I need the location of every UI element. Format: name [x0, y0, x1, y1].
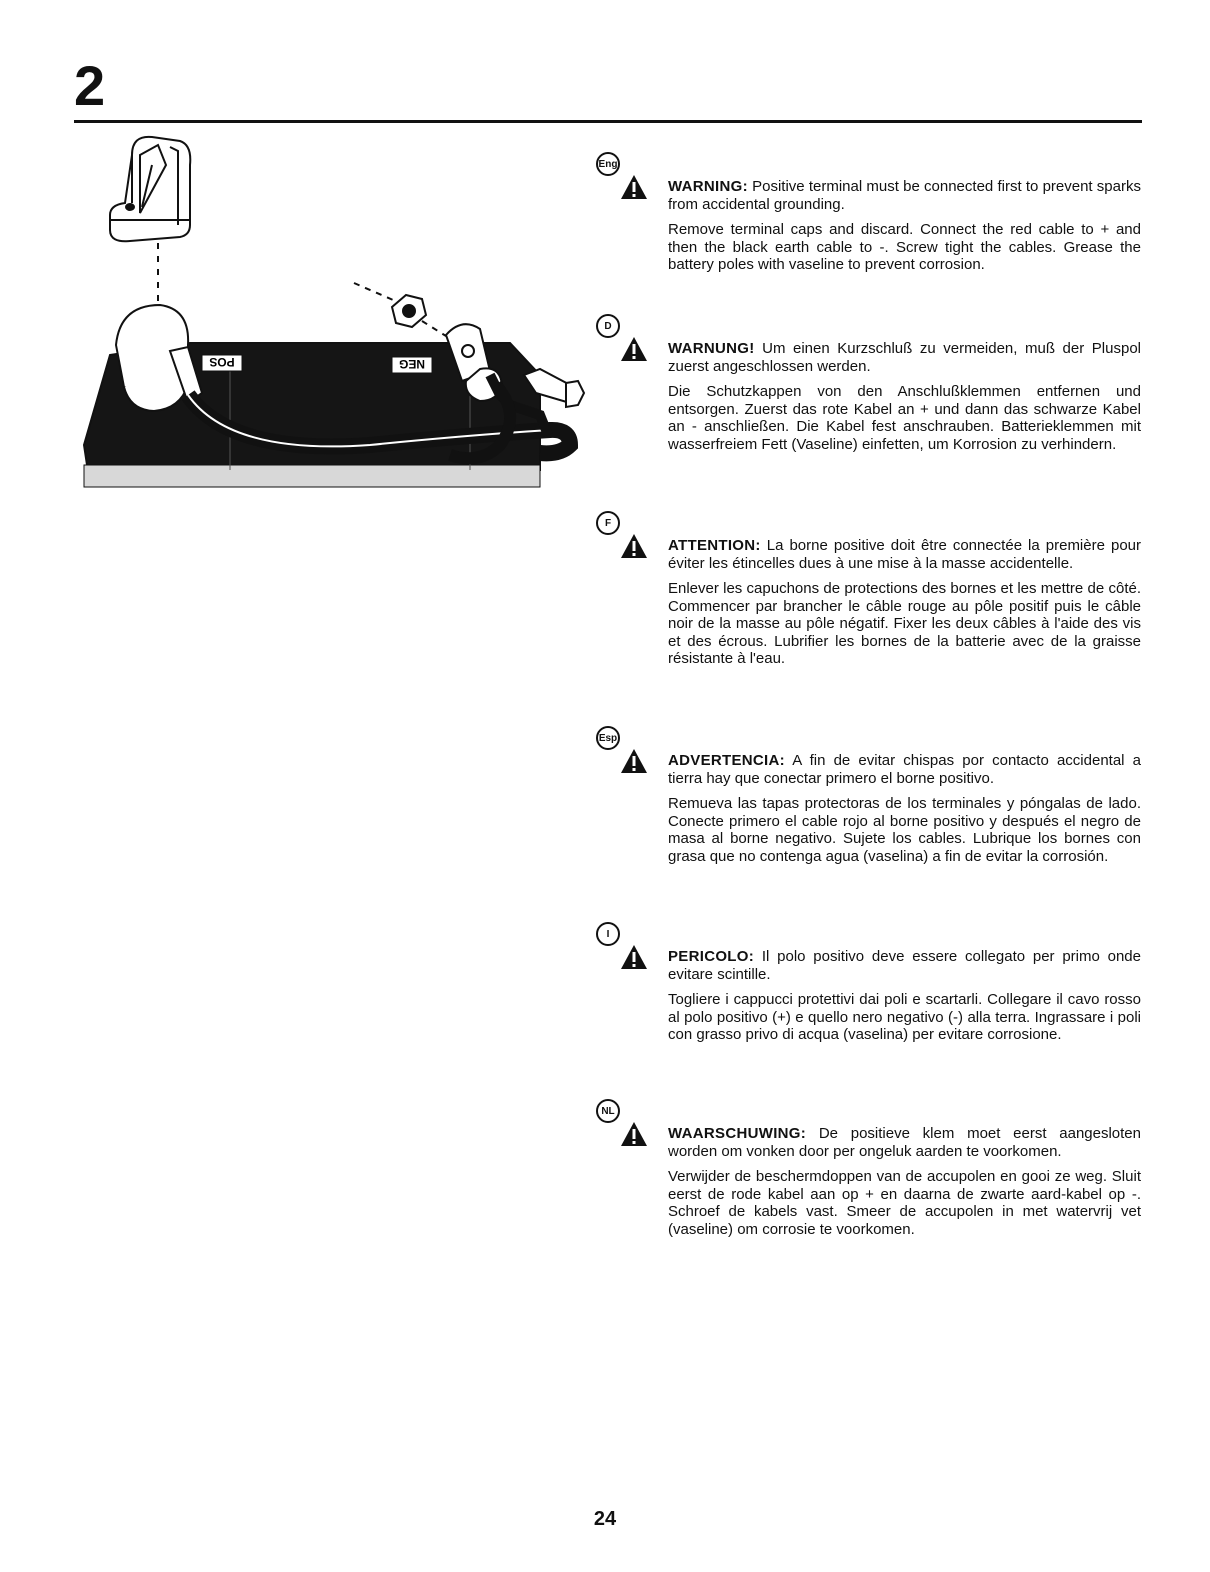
warning-label: ATTENTION:: [668, 537, 761, 554]
lang-section-f: [596, 511, 1141, 668]
battery-drawing: [70, 125, 610, 505]
page-number: 24: [593, 1508, 617, 1530]
warning-icon: [620, 336, 648, 362]
battery-illustration: [70, 125, 610, 505]
lang-section-esp: [596, 726, 1141, 865]
lang-badge: F: [596, 511, 620, 535]
warning-text: Positive terminal must be connected first to prevent sparks from accidental grounding.: [668, 178, 1141, 213]
warning-text: De positieve klem moet eerst aangesloten worden om vonken door per ongeluk aarden te voorkomen.: [668, 1125, 1141, 1160]
warning-text: Il polo positivo deve essere collegato per primo onde evitare scintille.: [668, 948, 1141, 983]
warning-label: PERICOLO:: [668, 948, 755, 965]
lang-section-nl: [596, 1099, 1141, 1238]
instruction-text: Die Schutzkappen von den Anschlußklemmen entfernen und entsorgen. Zuerst das rote Kabel an + und dann das schwarze Kabel an - anschließen. Die Kabel fest anschrauben. Batterieklemmen mit wasserfreiem Fett (Vaseline) einfetten, um Korrosion zu verhindern.: [668, 383, 1141, 453]
warning-icon: [620, 174, 648, 200]
lang-badge: Eng: [596, 152, 620, 176]
lang-section-d: [596, 314, 1141, 453]
warning-icon: [620, 944, 648, 970]
lang-badge: NL: [596, 1099, 620, 1123]
instruction-text: Remove terminal caps and discard. Connect the red cable to + and then the black earth cable to -. Screw tight the cables. Grease the battery poles with vaseline to prevent corrosion.: [668, 221, 1141, 273]
instruction-text: Remueva las tapas protectoras de los terminales y póngalas de lado. Conecte primero el cable rojo al borne positivo y después el negro de masa al borne negativo. Sujete los cables. Lubrique los bornes con grasa que no contenga agua (vaselina) a fin de evitar la corrosión.: [668, 795, 1141, 865]
section-number: 2: [74, 54, 106, 117]
warning-icon: [620, 1121, 648, 1147]
warning-label: WARNUNG!: [668, 340, 755, 357]
warning-label: WARNING:: [668, 178, 748, 195]
warning-text: Um einen Kurzschluß zu vermeiden, muß der Pluspol zuerst angeschlossen werden.: [668, 340, 1141, 375]
pos-label: POS: [209, 355, 235, 369]
warning-icon: [620, 533, 648, 559]
warning-icon: [620, 748, 648, 774]
instruction-text: Verwijder de beschermdoppen van de accupolen en gooi ze weg. Sluit eerst de rode kabel aan op + en daarna de zwarte aard-kabel op -. Schroef de kabels vast. Smeer de accupolen in met watervrij vet (vaseline) om corrosie te voorkomen.: [668, 1168, 1141, 1238]
nut: [392, 295, 426, 327]
lang-badge: I: [596, 922, 620, 946]
warning-text: La borne positive doit être connectée la première pour éviter les étincelles dues à une mise à la masse accidentelle.: [668, 537, 1141, 572]
instruction-text: Enlever les capuchons de protections des bornes et les mettre de côté. Commencer par brancher le câble rouge au pôle positif puis le câble noir de la masse au pôle négatif. Fixer les deux câbles à l'aide des vis et des écrous. Lubrifier les bornes de la batterie avec de la graisse résistante à l'eau.: [668, 580, 1141, 667]
warning-label: WAARSCHUWING:: [668, 1125, 807, 1142]
section-divider: [74, 120, 1142, 123]
instruction-text: Togliere i cappucci protettivi dai poli e scartarli. Collegare il cavo rosso al polo positivo (+) e quello nero negativo (-) alla terra. Ingrassare i poli con grasso privo di acqua (vaselina) per evitare corrosione.: [668, 991, 1141, 1043]
terminal-cap: [110, 137, 190, 241]
warning-label: ADVERTENCIA:: [668, 752, 785, 769]
warning-text: A fin de evitar chispas por contacto accidental a tierra hay que conectar primero el borne positivo.: [668, 752, 1141, 787]
neg-label: NEG: [398, 357, 426, 371]
lang-section-eng: [596, 152, 1141, 274]
lang-badge: D: [596, 314, 620, 338]
lang-section-i: [596, 922, 1141, 1044]
lang-badge: Esp: [596, 726, 620, 750]
